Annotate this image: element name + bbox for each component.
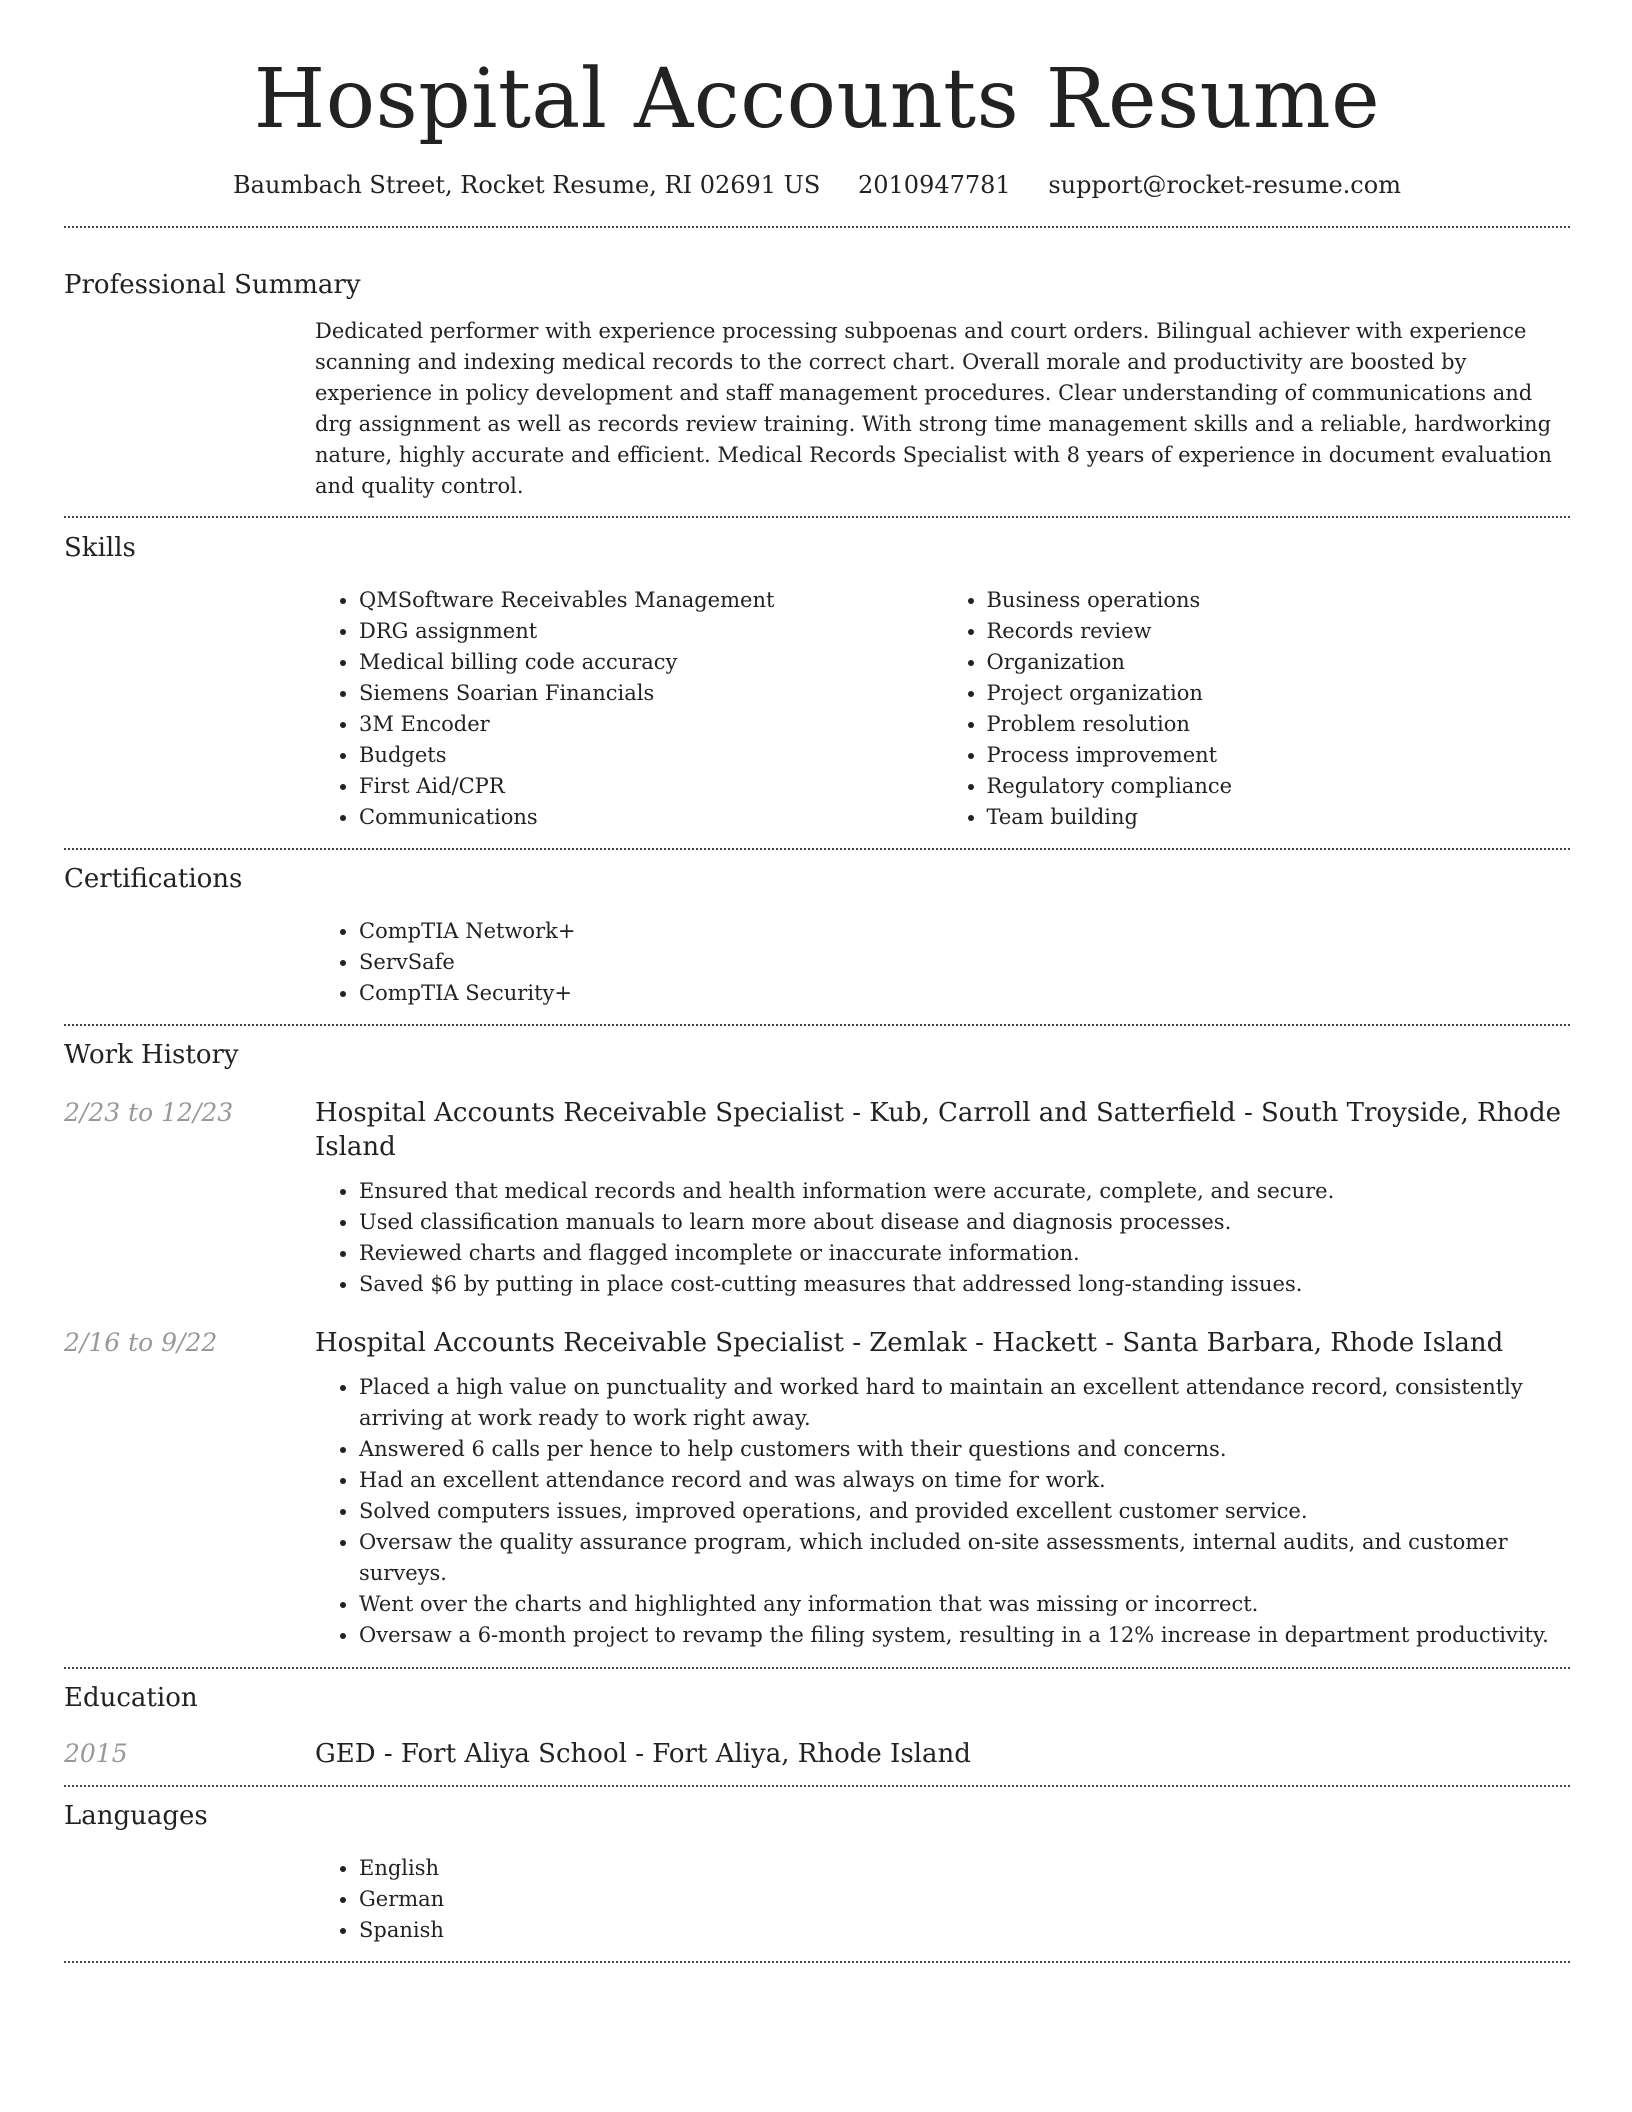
summary-heading: Professional Summary bbox=[64, 270, 361, 300]
certifications-heading: Certifications bbox=[64, 864, 243, 894]
skill-item: • Budgets bbox=[359, 740, 943, 771]
skills-list-left bbox=[315, 585, 943, 833]
summary-text: Dedicated performer with experience processing subpoenas and court orders. Bilingual achiever with experience scanning and indexing medical records to the correct chart. Overall morale and productivity are boosted by experience in policy development and staff management procedures. Clear understanding of communications and drg assignment as well as records review training. With strong time management skills and a reliable, hardworking nature, highly accurate and efficient. Medical Records Specialist with 8 years of experience in document evaluation and quality control. bbox=[315, 319, 1552, 498]
job-bullet: • Reviewed charts and flagged incomplete or inaccurate information. bbox=[359, 1238, 1570, 1269]
job-bullet: • Placed a high value on punctuality and worked hard to maintain an excellent attendance record, consistently arriving at work ready to work right away. bbox=[359, 1372, 1570, 1434]
languages-list bbox=[315, 1853, 1570, 1946]
certification-item: • ServSafe bbox=[359, 947, 1570, 978]
education-year: 2015 bbox=[64, 1739, 128, 1768]
education-heading: Education bbox=[64, 1683, 198, 1713]
job-bullet: • Oversaw the quality assurance program, which included on-site assessments, internal audits, and customer surveys. bbox=[359, 1527, 1570, 1589]
languages-heading: Languages bbox=[64, 1801, 208, 1831]
languages-section bbox=[64, 1787, 1570, 1961]
contact-address: Baumbach Street, Rocket Resume, RI 02691 US bbox=[233, 171, 821, 199]
skill-item: • Siemens Soarian Financials bbox=[359, 678, 943, 709]
skill-item: • Project organization bbox=[987, 678, 1571, 709]
skill-item: • Organization bbox=[987, 647, 1571, 678]
summary-section bbox=[64, 228, 1570, 516]
job-bullets bbox=[315, 1372, 1570, 1651]
contact-line bbox=[64, 168, 1570, 202]
skill-item: • Problem resolution bbox=[987, 709, 1571, 740]
skill-item: • QMSoftware Receivables Management bbox=[359, 585, 943, 616]
job-dates: 2/16 to 9/22 bbox=[64, 1328, 218, 1357]
skill-item: • 3M Encoder bbox=[359, 709, 943, 740]
skill-item: • Regulatory compliance bbox=[987, 771, 1571, 802]
education-section bbox=[64, 1669, 1570, 1785]
contact-phone: 2010947781 bbox=[857, 171, 1011, 199]
job-bullet: • Oversaw a 6-month project to revamp the filing system, resulting in a 12% increase in department productivity. bbox=[359, 1620, 1570, 1651]
job-entry bbox=[64, 1326, 1570, 1667]
skill-item: • Medical billing code accuracy bbox=[359, 647, 943, 678]
skill-item: • Communications bbox=[359, 802, 943, 833]
education-title: GED - Fort Aliya School - Fort Aliya, Rhode Island bbox=[315, 1739, 971, 1769]
job-title: Hospital Accounts Receivable Specialist - Zemlak - Hackett - Santa Barbara, Rhode Island bbox=[315, 1328, 1504, 1358]
skill-item: • Records review bbox=[987, 616, 1571, 647]
job-bullet: • Ensured that medical records and health information were accurate, complete, and secure. bbox=[359, 1176, 1570, 1207]
skill-item: • Business operations bbox=[987, 585, 1571, 616]
job-dates: 2/23 to 12/23 bbox=[64, 1098, 234, 1127]
job-title: Hospital Accounts Receivable Specialist - Kub, Carroll and Satterfield - South Troyside, Rhode Island bbox=[315, 1098, 1561, 1162]
certification-item: • CompTIA Network+ bbox=[359, 916, 1570, 947]
job-bullet: • Went over the charts and highlighted any information that was missing or incorrect. bbox=[359, 1589, 1570, 1620]
job-bullet: • Used classification manuals to learn more about disease and diagnosis processes. bbox=[359, 1207, 1570, 1238]
skills-heading: Skills bbox=[64, 533, 136, 563]
skill-item: • Team building bbox=[987, 802, 1571, 833]
skills-section bbox=[64, 518, 1570, 848]
work-history-heading: Work History bbox=[64, 1040, 239, 1070]
job-bullet: • Answered 6 calls per hence to help customers with their questions and concerns. bbox=[359, 1434, 1570, 1465]
job-bullet: • Solved computers issues, improved operations, and provided excellent customer service. bbox=[359, 1496, 1570, 1527]
job-bullet: • Had an excellent attendance record and was always on time for work. bbox=[359, 1465, 1570, 1496]
certifications-section bbox=[64, 850, 1570, 1024]
skill-item: • Process improvement bbox=[987, 740, 1571, 771]
resume-name: Hospital Accounts Resume bbox=[253, 52, 1381, 147]
contact-email: support@rocket-resume.com bbox=[1048, 171, 1401, 199]
job-bullet: • Saved $6 by putting in place cost-cutting measures that addressed long-standing issues. bbox=[359, 1269, 1570, 1300]
divider bbox=[64, 1961, 1570, 1963]
language-item: • German bbox=[359, 1884, 1570, 1915]
resume-page bbox=[64, 0, 1570, 1963]
education-entry bbox=[64, 1737, 1570, 1785]
job-entry bbox=[64, 1096, 1570, 1300]
skill-item: • DRG assignment bbox=[359, 616, 943, 647]
language-item: • English bbox=[359, 1853, 1570, 1884]
skill-item: • First Aid/CPR bbox=[359, 771, 943, 802]
job-bullets bbox=[315, 1176, 1570, 1300]
language-item: • Spanish bbox=[359, 1915, 1570, 1946]
work-history-section bbox=[64, 1026, 1570, 1667]
skills-list-right bbox=[943, 585, 1571, 833]
certification-item: • CompTIA Security+ bbox=[359, 978, 1570, 1009]
certifications-list bbox=[315, 916, 1570, 1009]
